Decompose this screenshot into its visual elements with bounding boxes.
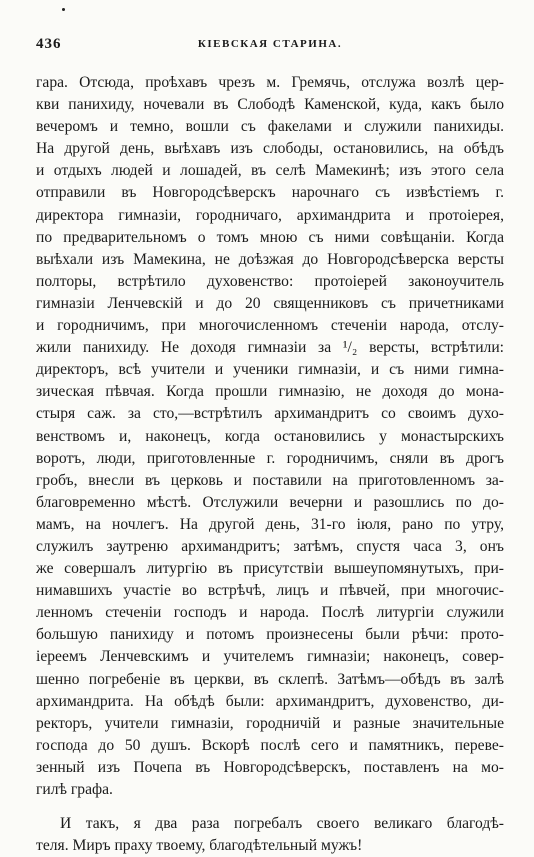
running-title: КІЕВСКАЯ СТАРИНА. [197, 38, 343, 50]
text-line: же совершалъ литургію въ присутствіи вышеупомянутыхъ, при- [36, 560, 504, 578]
text-line: кви панихиду, ночевали въ Слободѣ Каменской, куда, какъ было [36, 96, 504, 114]
paragraph-gap [36, 801, 504, 813]
text-line: господа до 50 душъ. Вскорѣ послѣ сего и памятникъ, переве- [36, 736, 504, 754]
text-line: ленномъ стеченіи господъ и народа. Послѣ литургіи служили [36, 604, 504, 622]
text-line: іереемъ Ленчевскимъ и учителемъ гимназіи; наконецъ, совер- [36, 648, 504, 666]
text-line: служилъ заутреню архимандритъ; затѣмъ, спустя часа 3, онъ [36, 537, 504, 555]
text-line: директоръ, всѣ учители и ученики гимназіи, и съ ними гимна- [36, 361, 504, 379]
text-line: гилѣ графа. [36, 781, 113, 798]
text-line: гробъ, внесли въ церковь и поставили на приготовленномъ за- [36, 471, 504, 489]
text-line: благовременно мѣстѣ. Отслужили вечерни и разошлись по до- [36, 493, 504, 511]
text-line: ректоръ, учители гимназіи, городничій и разные значительные [36, 714, 504, 732]
text-line: по предварительномъ о томъ мною съ ними совѣщаніи. Когда [36, 228, 504, 246]
text-line: стыря саж. за сто,—встрѣтилъ архимандритъ со своимъ духо- [36, 405, 504, 423]
text-line: жили панихиду. Не доходя гимназіи за ¹/₂ версты, встрѣтили: [36, 339, 504, 357]
text-line: На другой день, выѣхавъ изъ слободы, остановились, на обѣдъ [36, 140, 504, 158]
text-line: полторы, встрѣтило духовенство: протоіерей законоучитель [36, 272, 504, 290]
text-line: большую панихиду и потомъ произнесены были рѣчи: прото- [36, 626, 504, 644]
text-line: зенный изъ Почепа въ Новгородсѣверскъ, поставленъ на мо- [36, 758, 504, 776]
text-line: воротъ, люди, приготовленные г. городничимъ, сняли въ дрогъ [36, 449, 504, 467]
page-header [36, 36, 504, 56]
text-line: И такъ, я два раза погребалъ своего великаго благодѣ- [60, 815, 504, 833]
text-line: гара. Отсюда, проѣхавъ чрезъ м. Гремячь, отслужа возлѣ цер- [36, 74, 504, 91]
text-line: шенно погребеніе въ церкви, въ склепѣ. Затѣмъ—обѣдъ въ залѣ [36, 670, 504, 688]
paragraph-2 [36, 813, 504, 857]
text-line: гимназіи Ленчевскій и до 20 священниковъ съ причетниками [36, 294, 504, 312]
text-line: вечеромъ и темно, вошли съ факелами и служили панихиды. [36, 118, 504, 136]
text-line: директора гимназіи, городничаго, архимандрита и протоіерея, [36, 206, 504, 224]
text-line: венствомъ и, наконецъ, когда остановились у монастырскихъ [36, 427, 504, 445]
text-line: зическая пѣвчая. Когда прошли гимназію, не доходя до мона- [36, 383, 504, 401]
text-line: и городничимъ, при многочисленномъ стеченіи народа, отслу- [36, 317, 504, 335]
body-text [36, 72, 504, 857]
paragraph-1 [36, 72, 504, 801]
text-line: отправили въ Новгородсѣверскъ нарочнаго съ извѣстіемъ г. [36, 184, 504, 202]
text-line: теля. Миръ праху твоему, благодѣтельный мужъ! [36, 837, 363, 855]
text-line: выѣхали изъ Мамекина, не доѣзжая до Новгородсѣверска версты [36, 250, 504, 268]
ink-speck [62, 8, 65, 11]
text-line: архимандрита. На обѣдѣ были: архимандритъ, духовенство, ди- [36, 692, 504, 710]
text-line: нимавшихъ участіе во встрѣчѣ, лицъ и пѣвчей, при многочис- [36, 582, 504, 600]
text-line: и отдыхъ людей и лошадей, въ селѣ Мамекинѣ; изъ этого села [36, 162, 504, 180]
text-line: мамъ, на ночлегъ. На другой день, 31-го іюля, рано по утру, [36, 515, 504, 533]
page-number: 436 [36, 36, 62, 52]
